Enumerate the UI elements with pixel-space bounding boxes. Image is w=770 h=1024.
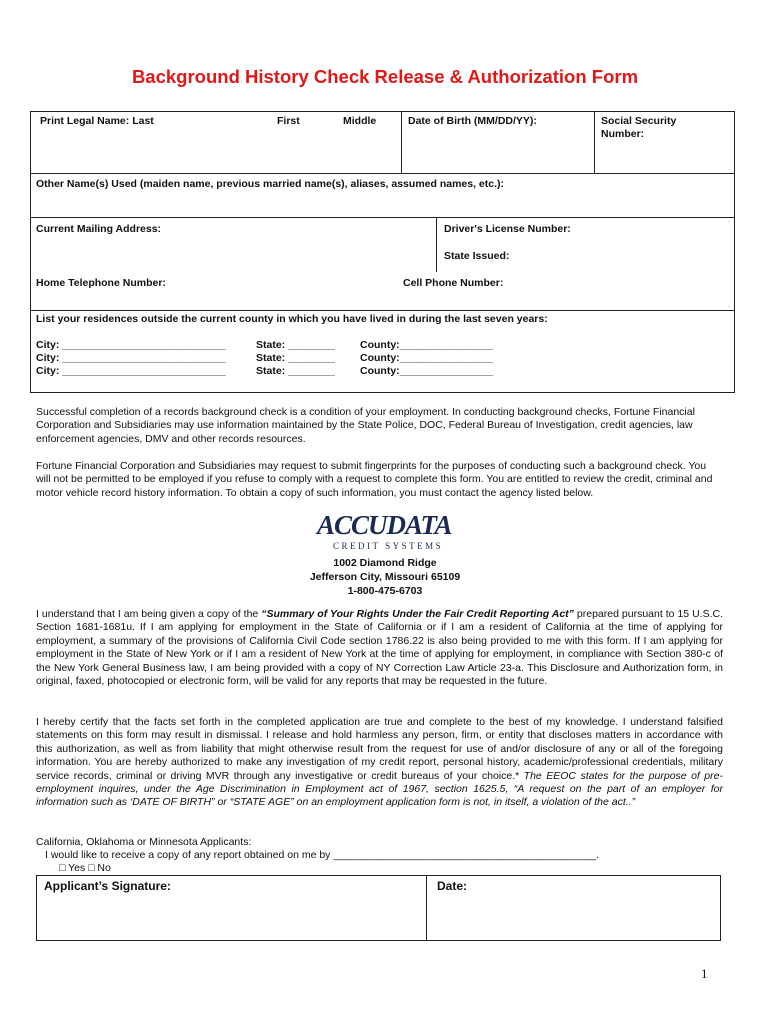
fcra-summary-title: “Summary of Your Rights Under the Fair Credit Reporting Act” — [261, 608, 574, 620]
divider — [30, 217, 735, 218]
residence-city: City: ____________________________ — [36, 352, 226, 364]
other-names-label: Other Name(s) Used (maiden name, previous married name(s), aliases, assumed names, etc.): — [36, 178, 505, 190]
residence-state: State: ________ — [256, 339, 335, 351]
divider — [30, 173, 735, 174]
divider — [426, 875, 427, 941]
legal-name-label: Print Legal Name: Last — [40, 115, 154, 127]
divider — [436, 217, 437, 272]
ssn-label-cont: Number: — [601, 128, 645, 140]
fcra-text-rest: prepared pursuant to 15 U.S.C. Section 1681-1681u. If I am applying for employment in the State of California or if I am a resident of California at the time of applying for employment, a summary of the provisions of California Civil Code section 1786.22 is also being provided to me with this form. If I am applying for employment in the State of New York or if I am a resident of New York at the time of applying for employment, in compliance with Section 380-c of the New York General Business law, I am being provided with a copy of NY Correction Law Article 23-a. This Disclosure and Authorization form, in original, faxed, photocopied or electronic form, will be valid for any reports that may be requested in the future. — [36, 608, 723, 688]
residence-city: City: ____________________________ — [36, 365, 226, 377]
residence-state: State: ________ — [256, 365, 335, 377]
fingerprint-paragraph: Fortune Financial Corporation and Subsidiaries may request to submit fingerprints for the purposes of conducting such a background check. You will not be permitted to be employed if you refuse to comply with a request to complete this form. You are entitled to review the credit, criminal and motor vehicle record history information. To obtain a copy of such information, you must contact the agency listed below. — [36, 460, 713, 499]
eeoc-note: The EEOC states for the purpose of pre-employment inquires, under the Age Discrimination in Employment act of 1967, section 1625.5, “A request on the part of an employer for information such as ‘DATE OF BIRTH” or “STATE AGE” on an employment application form is not, in itself, a violation of the act..” — [36, 769, 723, 809]
mailing-address-label: Current Mailing Address: — [36, 223, 162, 235]
logo-wordmark: ACCUDATA — [317, 510, 452, 540]
signature-field[interactable] — [40, 896, 422, 938]
report-copy-request: I would like to receive a copy of any report obtained on me by _____________________________________________. — [45, 849, 600, 861]
middle-name-label: Middle — [343, 115, 377, 127]
ssn-label: Social Security — [601, 115, 677, 127]
home-phone-label: Home Telephone Number: — [36, 277, 166, 289]
logo-subtitle: CREDIT SYSTEMS — [333, 541, 444, 551]
fcra-text-start: I understand that I am being given a copy of the — [36, 608, 262, 620]
certification-text: I hereby certify that the facts set forth in the completed application are true and complete to the best of my knowledge. I understand falsified statements on this form may result in dismissal. I release and hold harmless any person, firm, or entity that discloses matters in accordance with this authorization, as well as from liability that might otherwise result from the request for use of and/or disclosure of any or all of the foregoing information. You are hereby authorized to make any investigation of my credit report, personal history, academic/professional credentials, military service records, criminal or driving MVR through any investigative or credit bureaus of your choice.* — [36, 716, 723, 782]
agency-phone: 1-800-475-6703 — [347, 585, 423, 597]
residence-state: State: ________ — [256, 352, 335, 364]
first-name-label: First — [277, 115, 300, 127]
dob-label: Date of Birth (MM/DD/YY): — [408, 115, 537, 127]
drivers-license-label: Driver's License Number: — [444, 223, 571, 235]
residence-county: County:________________ — [360, 352, 494, 364]
divider — [401, 111, 402, 173]
divider — [30, 310, 735, 311]
disclosure-paragraph: Successful completion of a records background check is a condition of your employment. In conducting background checks, Fortune Financial Corporation and Subsidiaries may use information maintained by the State Police, DOC, Federal Bureau of Investigation, credit agencies, law enforcement agencies, DMV and other records resources. — [36, 406, 695, 445]
agency-address-line1: 1002 Diamond Ridge — [333, 557, 437, 569]
accudata-logo — [315, 510, 455, 554]
cell-phone-label: Cell Phone Number: — [403, 277, 504, 289]
date-label: Date: — [437, 879, 468, 893]
fcra-paragraph — [36, 608, 723, 688]
agency-address-line2: Jefferson City, Missouri 65109 — [309, 571, 461, 583]
divider — [594, 111, 595, 173]
california-heading: California, Oklahoma or Minnesota Applicants: — [36, 836, 252, 848]
state-issued-label: State Issued: — [444, 250, 510, 262]
yes-no-checkboxes[interactable]: □ Yes □ No — [59, 862, 111, 874]
certification-paragraph — [36, 716, 723, 810]
residences-heading: List your residences outside the current county in which you have lived in during the last seven years: — [36, 313, 548, 325]
residence-county: County:________________ — [360, 365, 494, 377]
form-title: Background History Check Release & Authorization Form — [131, 66, 639, 87]
page-number: 1 — [701, 966, 708, 981]
date-field[interactable] — [430, 896, 716, 938]
residence-city: City: ____________________________ — [36, 339, 226, 351]
residence-county: County:________________ — [360, 339, 494, 351]
signature-label: Applicant’s Signature: — [44, 879, 171, 893]
